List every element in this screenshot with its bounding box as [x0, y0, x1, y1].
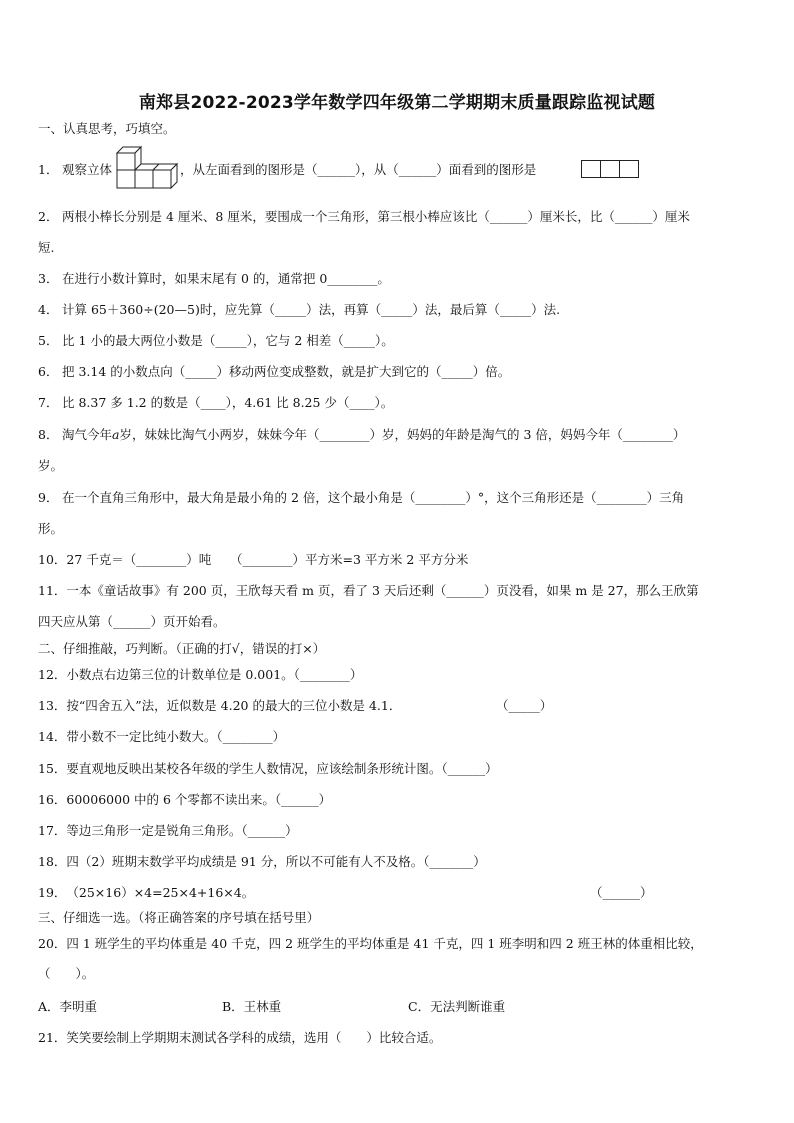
question-21 [38, 1030, 758, 1046]
question-number: 21． [38, 1030, 67, 1045]
question-number: 11． [38, 583, 67, 598]
question-13 [38, 698, 758, 714]
question-2-line-2: 短. [38, 240, 55, 255]
question-1-text-b: ，从左面看到的图形是（______），从（______）面看到的图形是 [180, 162, 537, 177]
question-number: 16． [38, 792, 67, 807]
question-number: 7． [38, 395, 59, 410]
question-number: 2． [38, 209, 59, 224]
question-18-text: 四（2）班期末数学平均成绩是 91 分，所以不可能有人不及格。（_______） [66, 854, 486, 869]
question-13-answer-blank[interactable]: （_____） [496, 698, 553, 713]
question-10 [38, 552, 758, 568]
question-number: 13． [38, 698, 67, 713]
question-5-text: 比 1 小的最大两位小数是（_____），它与 2 相差（_____）。 [62, 333, 394, 348]
section-1-heading: 一、认真思考，巧填空。 [38, 121, 176, 136]
three-square-figure [581, 160, 639, 182]
question-1-text-a: 观察立体 [62, 162, 113, 177]
cube-stack-figure [115, 145, 187, 197]
question-number: 18． [38, 854, 67, 869]
question-number: 4． [38, 302, 59, 317]
section-3-heading: 三、仔细选一选。（将正确答案的序号填在括号里） [38, 910, 320, 925]
question-8-pre: 淘气今年 [62, 427, 113, 442]
question-18 [38, 854, 758, 870]
question-9-line-2: 形。 [38, 521, 64, 536]
question-19-answer-blank[interactable]: （______） [590, 885, 653, 900]
question-20-line-2: （ ）。 [38, 966, 95, 981]
question-number: 5． [38, 333, 59, 348]
option-c[interactable]: C．无法判断谁重 [408, 999, 506, 1014]
question-14-text: 带小数不一定比纯小数大。（________） [66, 729, 286, 744]
question-16-text: 60006000 中的 6 个零都不读出来。（______） [66, 792, 332, 807]
question-8-post: 岁，妹妹比淘气小两岁，妹妹今年（________）岁，妈妈的年龄是淘气的 3 倍，妈妈今年（________） [119, 427, 686, 442]
question-7-text: 比 8.37 多 1.2 的数是（____），4.61 比 8.25 少（____）。 [62, 395, 394, 410]
question-number: 15． [38, 761, 67, 776]
question-21-text: 笑笑要绘制上学期期末测试各学科的成绩，选用（ ）比较合适。 [66, 1030, 442, 1045]
question-16 [38, 792, 758, 808]
option-b[interactable]: B．王林重 [222, 999, 282, 1014]
question-7 [38, 395, 758, 411]
section-2-heading: 二、仔细推敲，巧判断。（正确的打√，错误的打×） [38, 641, 326, 656]
question-number: 20． [38, 936, 67, 951]
question-20-options [38, 999, 758, 1015]
question-17-text: 等边三角形一定是锐角三角形。（______） [66, 823, 298, 838]
question-number: 17． [38, 823, 67, 838]
question-8 [38, 427, 758, 443]
question-2 [38, 209, 758, 225]
question-11-line-2: 四天应从第（______）页开始看。 [38, 614, 226, 629]
question-3 [38, 271, 758, 287]
question-11 [38, 583, 758, 599]
question-13-text: 按“四舍五入”法，近似数是 4.20 的最大的三位小数是 4.1． [66, 698, 402, 713]
question-8-line-2: 岁。 [38, 458, 64, 473]
question-number: 12． [38, 667, 67, 682]
question-number: 9． [38, 490, 59, 505]
question-9-line-1: 在一个直角三角形中，最大角是最小角的 2 倍，这个最小角是（________）°，这个三角形还是（________）三角 [62, 490, 685, 505]
question-17 [38, 823, 758, 839]
question-15-text: 要直观地反映出某校各年级的学生人数情况，应该绘制条形统计图。（______） [66, 761, 498, 776]
question-12 [38, 667, 758, 683]
question-20-line-1: 四 1 班学生的平均体重是 40 千克，四 2 班学生的平均体重是 41 千克，四 1 班李明和四 2 班王林的体重相比较， [66, 936, 703, 951]
option-a[interactable]: A．李明重 [38, 999, 98, 1014]
question-number: 6． [38, 364, 59, 379]
question-2-line-1: 两根小棒长分别是 4 厘米、8 厘米，要围成一个三角形，第三根小棒应该比（______）厘米长，比（______）厘米 [62, 209, 690, 224]
question-4 [38, 302, 758, 318]
question-number: 8． [38, 427, 59, 442]
question-5 [38, 333, 758, 349]
question-number: 3． [38, 271, 59, 286]
question-19-text: （25×16）×4=25×4+16×4。 [66, 885, 255, 900]
question-number: 14． [38, 729, 67, 744]
question-14 [38, 729, 758, 745]
question-10-text: 27 千克＝（________）吨 （________）平方米=3 平方米 2 平方分米 [66, 552, 469, 567]
question-6 [38, 364, 758, 380]
cube-stack-icon [115, 145, 187, 193]
question-20 [38, 936, 758, 952]
exam-title: 南郑县2022-2023学年数学四年级第二学期期末质量跟踪监视试题 [138, 93, 656, 113]
question-15 [38, 761, 758, 777]
question-6-text: 把 3.14 的小数点向（_____）移动两位变成整数，就是扩大到它的（_____）倍。 [62, 364, 511, 379]
question-12-text: 小数点右边第三位的计数单位是 0.001。（________） [66, 667, 363, 682]
three-squares-icon [581, 160, 639, 178]
question-3-text: 在进行小数计算时，如果末尾有 0 的，通常把 0________。 [62, 271, 390, 286]
question-number: 10． [38, 552, 67, 567]
question-11-line-1: 一本《童话故事》有 200 页，王欣每天看 m 页，看了 3 天后还剩（______）页没看，如果 m 是 27，那么王欣第 [66, 583, 699, 598]
variable-a: a [112, 427, 120, 442]
question-9 [38, 490, 758, 506]
question-number: 19． [38, 885, 67, 900]
question-4-text: 计算 65＋360÷(20—5)时，应先算（_____）法，再算（_____）法，最后算（_____）法. [62, 302, 561, 317]
question-number: 1． [38, 162, 59, 177]
